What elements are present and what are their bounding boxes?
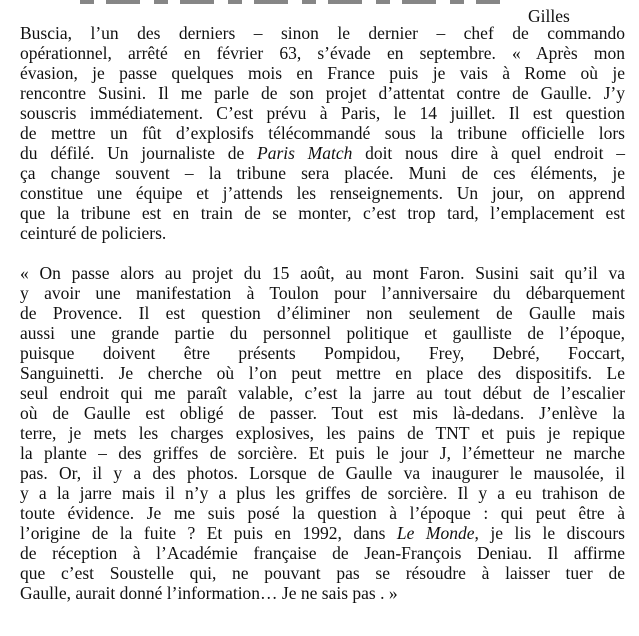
- scan-artifact-top: [80, 0, 500, 4]
- text-line: de réception à l’Académie française de Jean-François Deniau. Il affirme: [20, 543, 625, 563]
- text-line: aussi une grande partie du personnel politique et gaulliste de l’époque,: [20, 323, 625, 343]
- text-line: souscris immédiatement. C’est prévu à Paris, le 14 juillet. Il est question: [20, 103, 625, 123]
- text-run: du défilé. Un journaliste de: [20, 143, 258, 163]
- text-line: que c’est Soustelle qui, ne pouvant pas se résoudre à laisser tuer de: [20, 563, 625, 583]
- text-line: « On passe alors au projet du 15 août, au mont Faron. Susini sait qu’il va: [20, 263, 625, 283]
- publication-title: Le Monde: [396, 523, 475, 543]
- text-line: [20, 523, 625, 543]
- text-line: évasion, je passe quelques mois en France puis je vais à Rome où je: [20, 63, 625, 83]
- text-line: Sanguinetti. Je cherche où l’on peut mettre en place des dispositifs. Le: [20, 363, 625, 383]
- text-line: rencontre Susini. Il me parle de son projet d’attentat contre de Gaulle. J’y: [20, 83, 625, 103]
- text-run: l’origine de la fuite ? Et puis en 1992, dans: [20, 523, 397, 543]
- text-line: seul endroit qui me paraît valable, c’est la jarre au tout début de l’escalier: [20, 383, 625, 403]
- text-line: toute évidence. Je me suis posé la question à l’époque : qui peut être à: [20, 503, 625, 523]
- text-line: opérationnel, arrêté en février 63, s’évade en septembre. « Après mon: [20, 43, 625, 63]
- text-line: de Provence. Il est question d’éliminer non seulement de Gaulle mais: [20, 303, 625, 323]
- text-line: [20, 143, 625, 163]
- text-line: ceinturé de policiers.: [20, 223, 167, 243]
- paragraph-gap: [20, 243, 625, 263]
- paragraph-1: [20, 23, 625, 243]
- publication-title: Paris Match: [257, 143, 353, 163]
- text-run: doit nous dire à quel endroit –: [352, 143, 625, 163]
- text-line: Buscia, l’un des derniers – sinon le dernier – chef de commando: [20, 23, 625, 43]
- text-line: la plante – des griffes de sorcière. Et puis le jour J, l’émetteur ne marche: [20, 443, 625, 463]
- text-line: que la tribune est en train de se monter, c’est trop tard, l’emplacement est: [20, 203, 625, 223]
- text-line: constitue une équipe et j’attends les renseignements. Un jour, on apprend: [20, 183, 625, 203]
- text-run: , je lis le discours: [474, 523, 625, 543]
- text-line: y avoir une manifestation à Toulon pour l’anniversaire du débarquement: [20, 283, 625, 303]
- paragraph-2: [20, 263, 625, 603]
- text-line: de mettre un fût d’explosifs télécommandé sous la tribune officielle lors: [20, 123, 625, 143]
- author-fragment: Gilles: [528, 6, 570, 26]
- article-body: [20, 23, 625, 603]
- text-line: Gaulle, aurait donné l’information… Je ne sais pas . »: [20, 583, 398, 603]
- text-line: terre, je mets les charges explosives, les pains de TNT et puis je repique: [20, 423, 625, 443]
- text-line: y a la jarre mais il n’y a plus les griffes de sorcière. Il y a eu trahison de: [20, 483, 625, 503]
- text-line: pas. Or, il y a des photos. Lorsque de Gaulle va inaugurer le mausolée, il: [20, 463, 625, 483]
- text-line: ça change souvent – la tribune sera placée. Muni de ces éléments, je: [20, 163, 625, 183]
- text-line: puisque doivent être présents Pompidou, Frey, Debré, Foccart,: [20, 343, 625, 363]
- text-line: où de Gaulle est obligé de passer. Tout est mis là-dedans. J’enlève la: [20, 403, 625, 423]
